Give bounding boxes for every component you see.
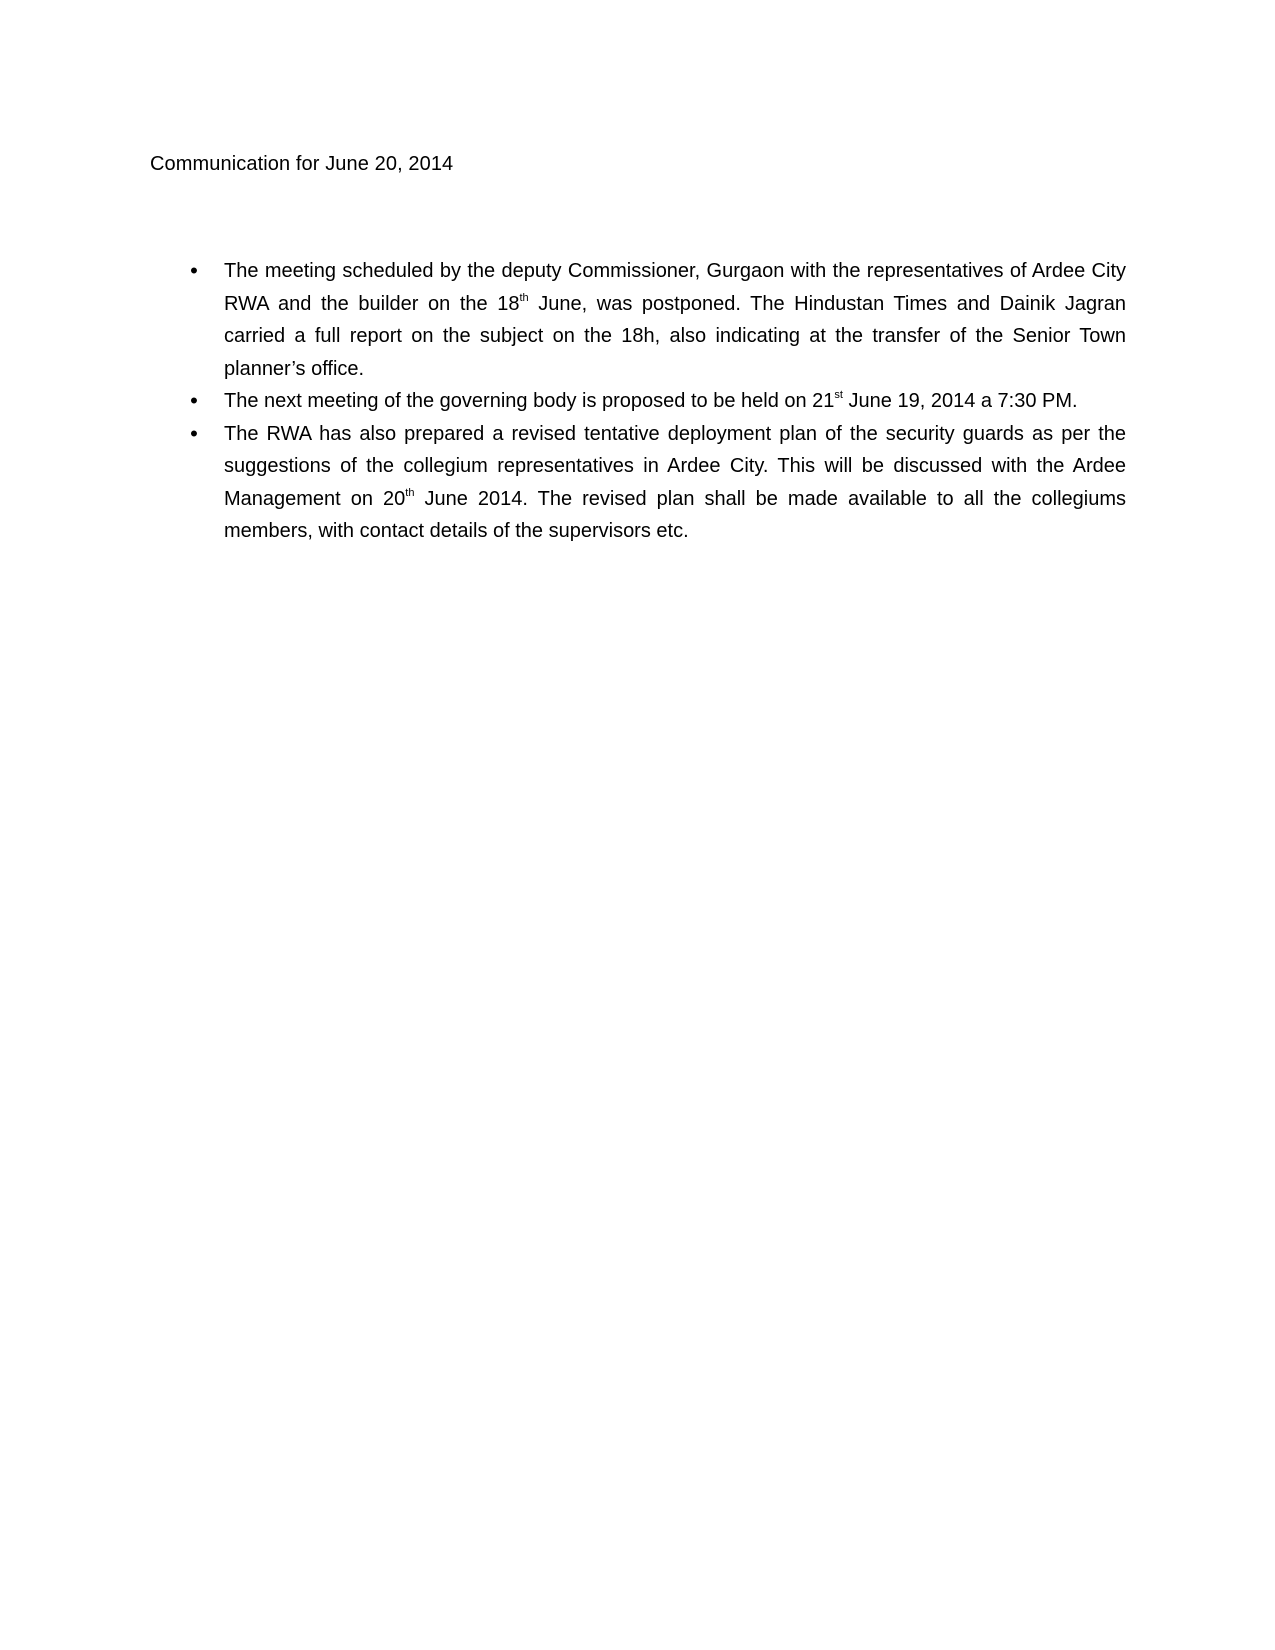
ordinal-suffix: th: [405, 486, 415, 499]
document-heading: Communication for June 20, 2014: [150, 153, 454, 175]
bullet-icon: •: [190, 388, 198, 413]
bullet-icon: •: [190, 420, 198, 446]
list-item-text-part: The RWA has also prepared a revised tentative deployment plan of the security guards as per the suggestions of the collegium representatives in Ardee City. This will be discussed with the Ardee Management on 20: [224, 422, 1126, 510]
list-item-text-part: The next meeting of the governing body is proposed to be held on 21: [224, 390, 835, 412]
list-item-text-part: June 2014. The revised plan shall be made available to all the collegiums members, with contact details of the supervisors etc.: [224, 487, 1127, 542]
list-item-text-part: The meeting scheduled by the deputy Commissioner, Gurgaon with the representatives of Ardee City RWA and the builder on the 18: [224, 260, 1126, 315]
bullet-icon: •: [190, 258, 198, 283]
list-item: [190, 385, 1126, 418]
ordinal-suffix: st: [834, 389, 843, 401]
list-item: [190, 255, 1126, 385]
ordinal-suffix: th: [519, 291, 529, 304]
list-item-text-part: June 19, 2014 a 7:30 PM.: [842, 390, 1078, 412]
list-item-text-part: June, was postponed. The Hindustan Times and Dainik Jagran carried a full report on the subject on the 18h, also indicating at the transfer of the Senior Town planner’s office.: [224, 292, 1126, 380]
bullet-list: [190, 255, 1127, 548]
list-item: [190, 418, 1127, 548]
